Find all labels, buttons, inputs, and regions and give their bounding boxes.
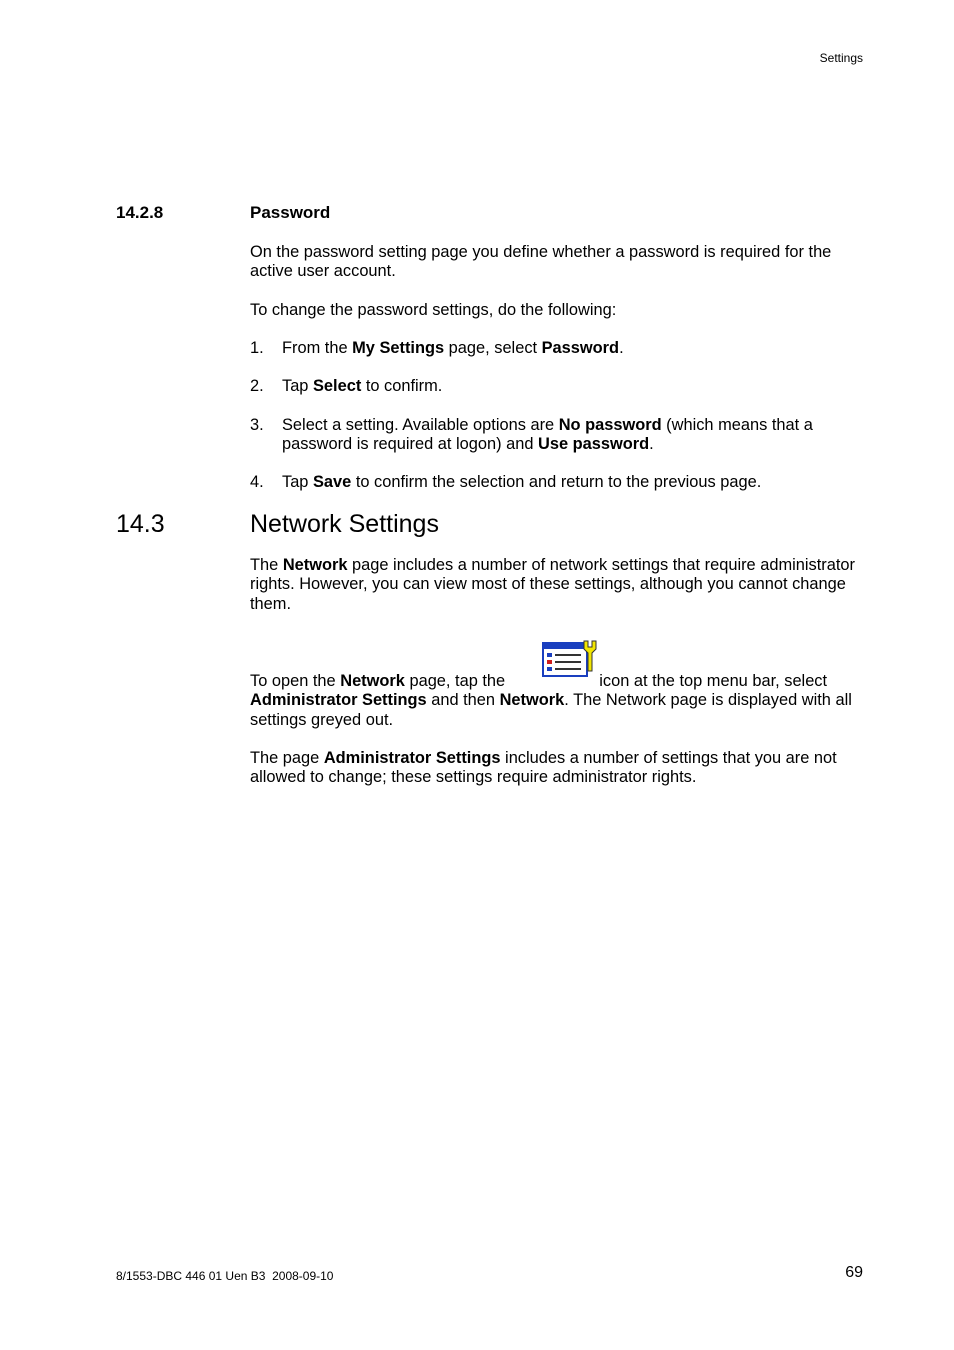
step-text: Tap Select to confirm. [282, 377, 443, 395]
step-text: Tap Save to confirm the selection and return to the previous page. [282, 473, 762, 491]
admin-settings-paragraph: The page Administrator Settings includes a number of settings that you are not allowed to change; these settings require administrator rights. [250, 749, 837, 787]
step-text: From the My Settings page, select Password. [282, 339, 624, 357]
section-number: 14.2.8 [116, 203, 164, 222]
step-number: 1. [250, 339, 264, 357]
network-open-paragraph: To open the Network page, tap the icon at the top menu bar, select Administrator Settings and then Network. The Network page is displayed with all settings greyed out. [250, 672, 852, 729]
running-header: Settings [819, 51, 863, 65]
step-text: Select a setting. Available options are No password (which means that a password is required at logon) and Use password. [282, 416, 813, 454]
intro-paragraph: On the password setting page you define whether a password is required for the active user account. [250, 243, 832, 281]
section-title: Password [250, 203, 331, 222]
section-title: Network Settings [250, 510, 439, 538]
footer-doc-id: 8/1553-DBC 446 01 Uen B3 2008-09-10 [116, 1269, 334, 1283]
step-number: 4. [250, 473, 264, 491]
step-number: 2. [250, 377, 264, 395]
step-number: 3. [250, 416, 264, 434]
lead-paragraph: To change the password settings, do the following: [250, 301, 617, 319]
section-number: 14.3 [116, 510, 165, 538]
network-paragraph: The Network page includes a number of network settings that require administrator rights. However, you can view most of these settings, although you cannot change them. [250, 556, 855, 613]
page-number: 69 [845, 1264, 863, 1281]
